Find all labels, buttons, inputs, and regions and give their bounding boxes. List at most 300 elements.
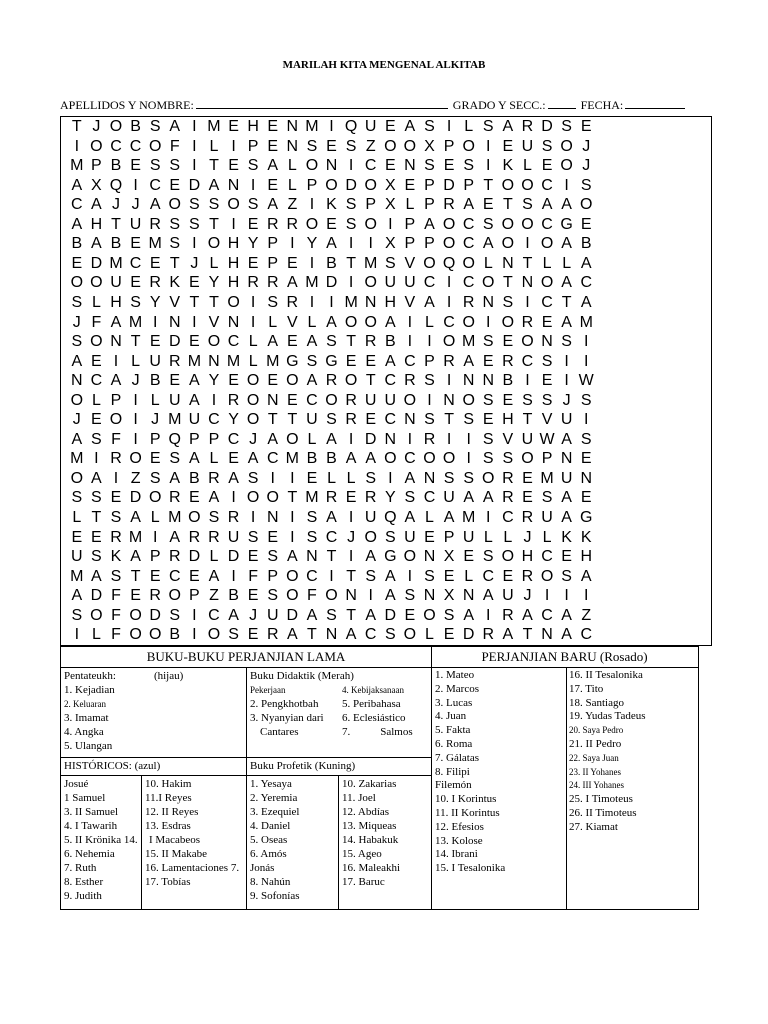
grid-letter: R [247,274,259,292]
grid-letter: A [384,567,396,585]
grid-letter: A [482,587,494,605]
didactic-section [250,669,354,739]
book-item: 4. Juan [435,710,467,723]
grid-letter: S [267,548,279,566]
grid-letter: E [541,372,553,390]
grid-letter: S [71,606,83,624]
grid-letter: A [110,313,122,331]
grid-letter: N [502,254,514,272]
grid-letter: E [522,489,533,507]
grid-letter: I [486,137,491,155]
grid-letter: R [404,372,416,390]
grid-letter: S [326,606,337,624]
grid-letter: P [424,196,435,214]
grid-letter: N [71,372,83,390]
grid-letter: O [207,333,221,351]
grid-row [67,606,596,626]
student-info-line [60,98,687,113]
grid-letter: E [443,626,455,644]
grid-letter: R [208,469,220,487]
grid-letter: A [561,235,572,253]
book-item: Jonás [250,862,275,874]
grid-letter: L [209,137,219,155]
grid-letter: P [424,176,435,194]
grid-letter: I [250,176,256,194]
grid-letter: E [404,606,416,624]
book-item: 6. Nehemia [64,848,115,860]
grid-letter: P [189,430,200,448]
grid-letter: M [462,333,476,351]
grid-letter: T [169,254,180,272]
grid-letter: P [424,235,435,253]
grid-letter: S [482,215,494,233]
grid-letter: A [326,235,337,253]
grid-letter: I [74,626,80,644]
grid-letter: R [286,215,299,233]
grid-letter: M [344,293,358,311]
grid-letter: A [561,509,572,526]
grid-letter: I [486,606,491,624]
grid-letter: U [521,137,534,155]
grid-letter: B [502,372,514,390]
grid-letter: W [539,430,555,448]
book-item: Salmos [380,726,413,738]
book-item: 12. Efesios [435,820,484,833]
grid-letter: I [133,411,138,429]
grid-letter: S [345,215,357,233]
grid-letter: M [109,254,123,272]
grid-letter: A [345,450,357,468]
grid-letter: U [110,274,122,292]
grid-letter: C [462,235,475,253]
book-item: 12. Abdías [342,806,390,818]
grid-letter: S [306,528,318,546]
grid-row [67,332,596,352]
grid-letter: S [267,293,279,311]
grid-letter: O [168,587,181,605]
grid-letter: G [560,215,573,233]
grid-letter: C [482,567,495,585]
grid-letter: H [110,293,122,311]
grid-letter: J [190,254,199,272]
grid-letter: N [404,157,416,175]
grid-letter: A [110,372,122,390]
grid-letter: I [407,430,413,448]
grid-letter: A [189,372,200,390]
grid-letter: O [462,254,475,272]
grid-letter: T [267,411,278,429]
grid-letter: C [306,391,318,409]
grid-letter: I [584,587,589,605]
grid-letter: I [192,313,197,331]
pentateuch-label: Pentateukh: [64,670,116,682]
grid-letter: O [188,509,201,526]
grid-letter: L [287,176,297,194]
grid-letter: S [169,450,181,468]
grid-letter: I [152,313,158,331]
grid-letter: R [325,489,338,507]
grid-letter: I [348,509,354,526]
grid-letter: O [482,469,495,487]
grid-letter: M [187,352,202,370]
grid-letter: I [427,333,432,351]
grid-letter: N [482,293,495,311]
grid-letter: I [348,548,354,566]
grid-letter: Y [208,274,220,292]
grid-letter: O [482,274,495,292]
book-item: 4. Daniel [250,820,291,832]
grid-letter: B [110,157,122,175]
grid-letter: E [502,137,514,155]
grid-letter: U [384,274,397,292]
grid-letter: I [113,469,119,487]
grid-letter: R [149,274,161,292]
grid-letter: C [129,137,142,155]
grid-letter: E [443,567,455,585]
grid-letter: I [348,157,354,175]
grid-letter: I [133,176,138,194]
grid-letter: R [227,509,240,526]
grid-row [67,430,596,450]
grid-letter: S [404,587,416,605]
grid-letter: S [306,509,318,526]
book-item: 13. Kolose [435,834,483,847]
grid-letter: O [325,176,338,194]
grid-letter: I [152,528,158,546]
grid-letter: J [249,606,258,624]
grid-letter: O [501,235,515,253]
grade-field[interactable] [548,98,576,109]
pentateuch-color: (hijau) [153,670,184,682]
grid-letter: G [286,352,299,370]
grid-letter: I [192,606,197,624]
grid-row [67,469,596,489]
grid-letter: I [348,274,354,292]
grid-letter: X [384,196,396,214]
grid-letter: C [325,528,338,546]
grid-letter: V [541,411,553,429]
grid-letter: X [443,587,455,605]
grid-letter: A [189,391,200,409]
grid-letter: U [443,489,455,507]
book-item: 12. II Reyes [145,806,199,818]
grid-letter: L [562,254,572,272]
grid-letter: E [149,567,161,585]
grid-letter: O [70,274,84,292]
grid-letter: U [227,528,240,546]
grid-letter: E [228,157,239,175]
didactic-col2 [342,683,413,739]
grid-row [67,508,596,528]
grid-letter: A [267,333,279,351]
grid-letter: S [189,215,200,233]
grid-letter: E [286,254,298,272]
grid-letter: T [287,411,298,429]
grid-letter: M [305,118,319,135]
grid-letter: S [149,157,161,175]
grid-letter: H [247,118,259,135]
book-item: 7. Ruth [64,862,97,874]
grid-letter: C [227,430,240,448]
grid-letter: W [578,372,594,390]
grid-letter: A [326,313,337,331]
grid-letter: T [326,548,337,566]
grid-letter: O [560,157,573,175]
grid-letter: I [250,313,256,331]
grid-letter: A [71,587,83,605]
grid-letter: E [424,528,435,546]
book-item: 26. II Timoteus [569,806,637,819]
grid-letter: A [561,430,572,448]
grid-letter: E [130,157,141,175]
grid-letter: F [169,137,180,155]
grid-letter: D [541,118,553,135]
book-item: Pekerjaan [250,685,286,695]
grid-letter: S [482,391,494,409]
book-item: 16. II Tesalonika [569,669,643,681]
book-item: 17. Baruc [342,876,385,888]
grid-letter: S [424,411,435,429]
grid-letter: I [290,528,295,546]
grid-letter: E [149,254,161,272]
grid-letter: O [462,391,475,409]
grid-letter: P [189,587,200,605]
grid-letter: Z [130,469,141,487]
grid-letter: R [364,489,377,507]
grid-letter: L [483,528,493,546]
grid-letter: R [502,352,514,370]
grid-letter: I [270,469,275,487]
book-item: 10. Hakim [145,778,192,790]
new-testament-header: PERJANJIAN BARU (Rosado) [481,649,648,664]
grid-letter: T [346,606,356,624]
grid-letter: Q [109,176,123,194]
grid-letter: C [404,352,416,370]
grid-letter: A [91,567,102,585]
grid-letter: C [423,489,436,507]
grid-letter: Q [384,509,397,526]
grid-letter: S [561,567,572,585]
grid-letter: C [90,372,103,390]
book-item: 5. Oseas [250,834,288,846]
grid-letter: E [443,157,455,175]
grid-letter: U [149,352,161,370]
grid-letter: I [486,313,491,331]
grid-letter: O [305,215,319,233]
grid-letter: B [580,235,592,253]
grid-letter: R [521,567,534,585]
grid-letter: E [580,215,592,233]
grid-letter: O [90,606,103,624]
word-search-grid [60,116,712,646]
grid-letter: M [70,450,84,468]
grid-letter: T [209,157,219,175]
grid-letter: O [305,157,319,175]
grid-letter: E [91,528,102,546]
grid-letter: E [228,450,239,468]
grid-letter: I [446,274,452,292]
grid-letter: A [541,196,553,214]
grid-letter: L [248,333,258,351]
grid-letter: J [523,587,532,605]
grid-letter: N [521,274,534,292]
grid-letter: I [192,235,197,253]
grid-letter: Y [208,372,220,390]
book-item: 5. II Krönika 14. [64,834,138,846]
grid-row [67,371,596,391]
grid-letter: L [346,469,356,487]
grid-letter: N [423,469,436,487]
grid-letter: E [169,176,181,194]
grid-letter: E [345,352,357,370]
grid-letter: A [91,196,102,214]
grid-letter: I [192,118,197,135]
grid-letter: U [364,118,377,135]
grid-letter: E [247,254,259,272]
grid-letter: U [168,391,181,409]
grid-letter: B [169,626,181,644]
book-item: Josué [64,778,89,790]
grid-row [67,137,596,157]
grid-letter: I [231,137,236,155]
grid-letter: L [91,626,101,644]
grid-letter: S [91,489,102,507]
grid-letter: V [502,430,514,448]
grid-letter: R [110,528,122,546]
grid-letter: E [130,235,141,253]
grid-letter: L [150,509,160,526]
grid-letter: J [249,430,258,448]
grid-letter: E [502,333,514,351]
grid-letter: E [502,391,514,409]
grid-letter: O [580,196,593,214]
grid-letter: A [561,489,572,507]
grid-letter: A [365,606,377,624]
grid-row [67,176,596,196]
grid-letter: O [344,313,358,331]
grid-letter: B [306,450,318,468]
grid-letter: R [345,411,357,429]
grid-letter: O [521,176,534,194]
grid-letter: I [407,333,413,351]
grid-letter: O [109,118,123,135]
grid-letter: S [91,430,102,448]
grid-letter: I [525,293,530,311]
grid-letter: N [286,137,299,155]
grid-letter: E [561,548,572,566]
book-item: 11.I Reyes [145,792,192,804]
grid-letter: S [189,196,200,214]
grid-letter: B [326,254,337,272]
grid-letter: L [72,509,82,526]
grid-letter: S [580,176,592,194]
grid-letter: Y [384,489,396,507]
grid-row [67,156,596,176]
grid-letter: L [268,313,278,331]
book-item: 15. Ageo [342,848,382,860]
grid-letter: S [482,118,494,135]
grid-letter: A [286,626,298,644]
grid-letter: A [384,352,396,370]
grid-letter: P [149,430,161,448]
grid-letter: E [326,137,337,155]
grid-letter: C [404,450,416,468]
grid-letter: N [266,391,279,409]
book-item: 9. Judith [64,890,102,902]
grid-letter: V [404,254,416,272]
book-item: 24. III Yohanes [569,780,624,791]
grid-letter: A [208,176,220,194]
book-item: 11. Joel [342,792,376,804]
grid-letter: A [463,196,474,214]
grid-letter: U [521,430,534,448]
grid-letter: T [91,509,102,526]
grid-letter: I [446,430,452,448]
grid-letter: C [208,606,220,624]
book-item: 22. Saya Juan [569,752,619,763]
grid-letter: D [90,587,103,605]
grid-letter: L [209,548,219,566]
grid-letter: A [424,215,435,233]
grid-letter: O [442,333,456,351]
grid-letter: D [149,606,161,624]
grid-letter: O [364,274,377,292]
grid-letter: H [227,254,240,272]
date-field[interactable] [625,98,685,109]
date-label: FECHA: [580,98,624,112]
grid-letter: E [189,274,200,292]
grid-letter: E [267,118,279,135]
book-item: 3. Imamat [64,712,109,724]
grid-letter: S [306,352,318,370]
grid-letter: O [501,176,515,194]
grid-letter: M [305,489,319,507]
grid-letter: P [267,254,279,272]
grid-letter: J [151,411,160,429]
historical-col1 [64,777,138,903]
grid-letter: N [560,450,573,468]
grid-letter: C [129,254,142,272]
grid-letter: E [71,254,83,272]
name-field[interactable] [196,98,448,109]
grid-letter: A [91,469,102,487]
book-item: Filemón [435,779,472,792]
grid-letter: I [74,137,80,155]
grid-letter: S [424,567,435,585]
grid-letter: A [169,118,181,135]
grid-letter: O [325,587,338,605]
grid-letter: E [247,626,259,644]
grid-letter: C [71,196,83,214]
grid-letter: A [208,567,220,585]
book-item: 21. II Pedro [569,737,622,750]
grid-letter: S [561,118,572,135]
grid-letter: Z [287,196,298,214]
grid-letter: Z [581,606,592,624]
grid-letter: N [227,313,240,331]
grid-letter: A [326,509,337,526]
grid-letter: E [365,411,377,429]
grid-letter: N [462,587,475,605]
grid-letter: E [130,587,141,605]
grid-letter: T [522,254,533,272]
grid-letter: E [71,528,83,546]
grid-letter: I [388,469,393,487]
grid-letter: J [582,137,591,155]
grid-letter: I [368,587,373,605]
grid-letter: I [329,567,334,585]
grid-letter: M [207,118,221,135]
